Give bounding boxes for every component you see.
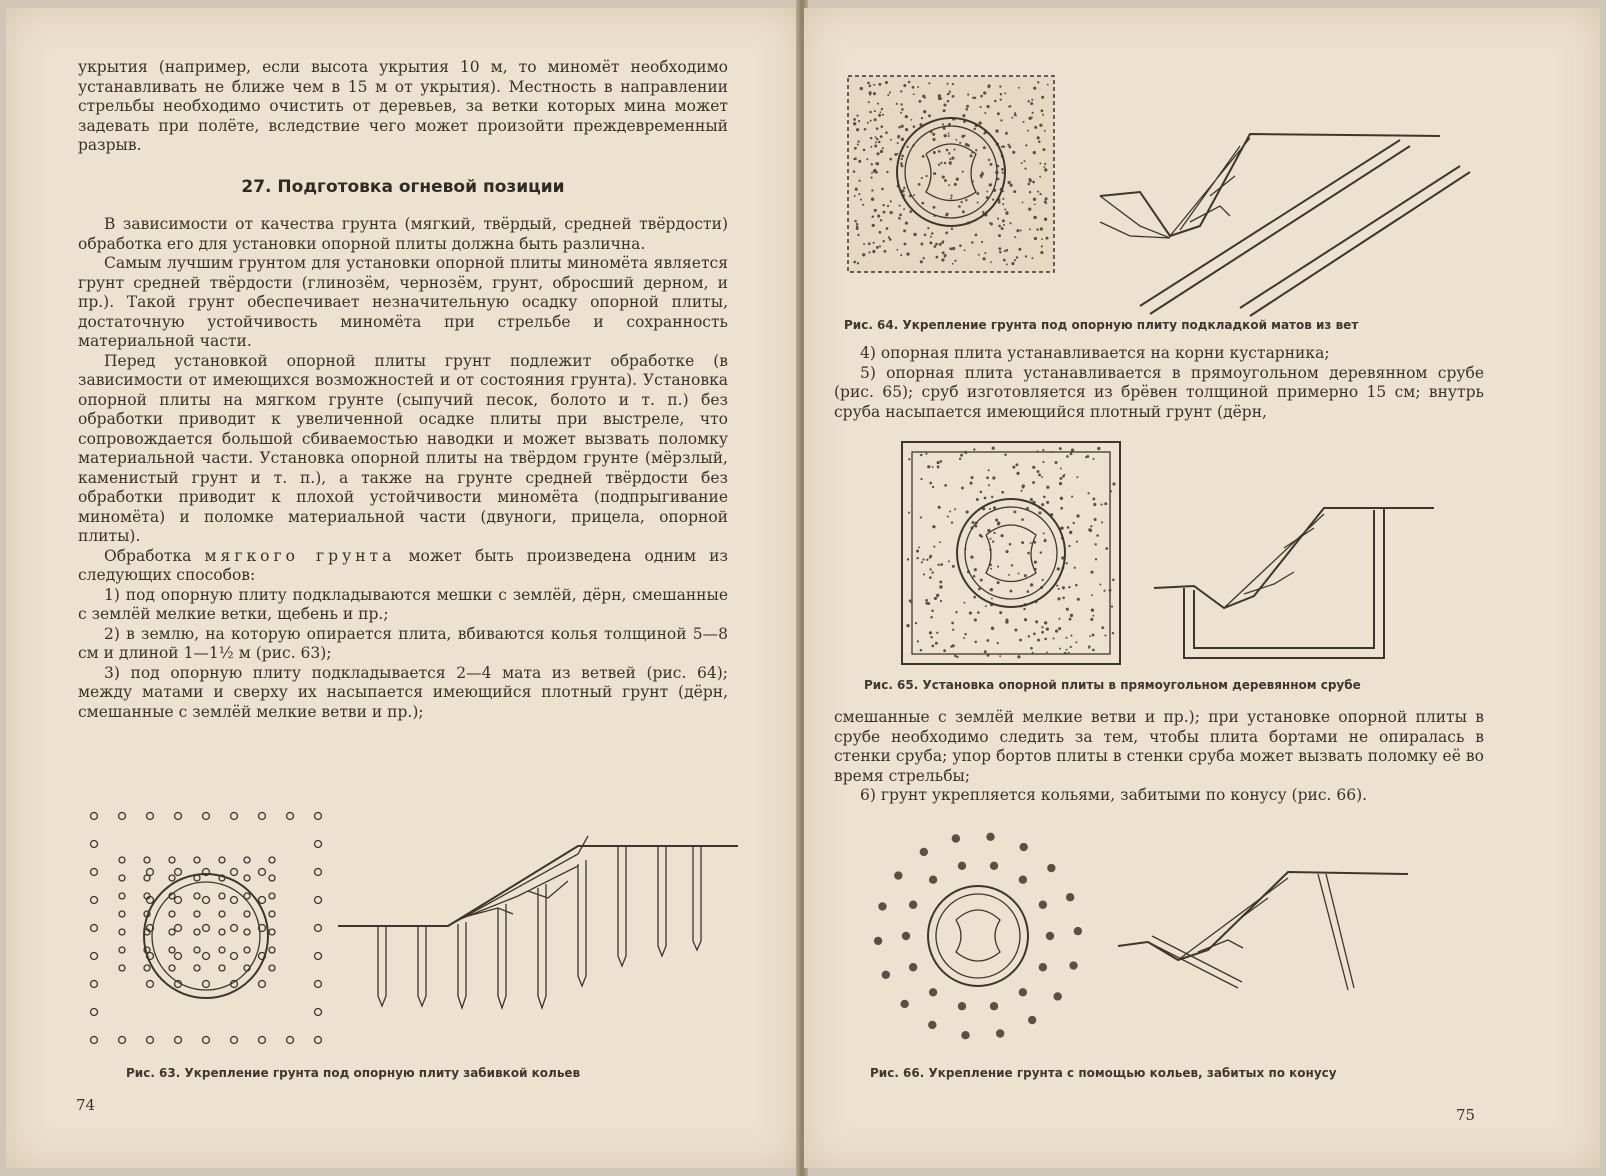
figure-66-caption: Рис. 66. Укрепление грунта с помощью кольев, забитых по конусу: [870, 1066, 1337, 1080]
list-item-2: 2) в землю, на которую опирается плита, вбиваются колья толщиной 5—8 см и длиной 1—1½ м (рис. 63);: [78, 624, 728, 662]
left-page: [6, 8, 798, 1168]
list-item-4: 4) опорная плита устанавливается на корни кустарника;: [860, 344, 1330, 362]
intro-paragraph: укрытия (например, если высота укрытия 10 м, то миномёт необходимо устанавливать не ближе чем в 15 м от укрытия). Местность в направлении стрельбы необходимо очистить от деревьев, за ветки которых мина может задевать при полёте, вследствие чего может произойти преждевременный разрыв.: [78, 58, 728, 154]
paragraph-4-start: Обработка: [104, 546, 192, 565]
figure-63-plan-view: [84, 808, 344, 1058]
right-page-number: 75: [1456, 1106, 1476, 1124]
figure-65-section-view: [1154, 498, 1444, 668]
paragraph-4-spaced: мягкого грунта: [204, 546, 396, 565]
continuation-paragraph: смешанные с землёй мелкие ветви и пр.); при установке опорной плиты в срубе необходимо следить за тем, чтобы плита бортами не опиралась в стенки сруба; упор бортов плиты в стенки сруба может вызвать поломку её во время стрельбы;: [834, 708, 1484, 785]
right-text-middle: [834, 344, 1484, 422]
figure-64-caption: Рис. 64. Укрепление грунта под опорную плиту подкладкой матов из вет: [844, 318, 1359, 332]
list-item-3: 3) под опорную плиту подкладывается 2—4 мата из ветвей (рис. 64); между матами и сверху их насыпается имеющийся плотный грунт (дёрн, смешанные с землёй мелкие ветви и пр.);: [78, 663, 728, 721]
paragraph-2: Самым лучшим грунтом для установки опорной плиты миномёта является грунт средней твёрдости (глинозём, чернозём, грунт, обросший дерном, и пр.). Такой грунт обеспечивает незначительную осадку опорной плиты, достаточную устойчивость миномёта при стрельбе и сохранность материальной части.: [78, 254, 728, 350]
paragraph-4: [78, 547, 728, 586]
left-page-number: 74: [76, 1096, 96, 1114]
figure-66-section-view: [1118, 870, 1418, 1010]
paragraph-3: Перед установкой опорной плиты грунт подлежит обработке (в зависимости от имеющихся возможностей и от состояния грунта). Установка опорной плиты на мягком грунте (сыпучий песок, болото и т. п.) без обработки приводит к увеличенной осадке плиты при выстреле, что сопровождается большой сбиваемостью наводки и может вызвать поломку материальной части. Установка опорной плиты на твёрдом грунте (мёрзлый, каменистый грунт и т. п.), а также на грунте средней твёрдости без обработки приводит к плохой устойчивости миномёта (подпрыгивание миномёта) и поломке материальной части (двуноги, прицела, опорной плиты).: [78, 351, 728, 545]
figure-64-section-view: [1100, 126, 1490, 316]
right-text-lower: [834, 708, 1484, 806]
figure-63-section-view: [338, 836, 738, 1026]
list-item-1: 1) под опорную плиту подкладываются мешки с землёй, дёрн, смешанные с землёй мелкие ветки, щебень и пр.;: [78, 585, 728, 623]
right-page: [804, 8, 1600, 1168]
section-heading: 27. Подготовка огневой позиции: [241, 176, 565, 197]
figure-63-caption: Рис. 63. Укрепление грунта под опорную плиту забивкой кольев: [126, 1066, 581, 1080]
list-item-6: 6) грунт укрепляется кольями, забитыми по конусу (рис. 66).: [860, 786, 1368, 804]
figure-65-plan-view: [900, 440, 1122, 666]
figure-65-caption: Рис. 65. Установка опорной плиты в прямоугольном деревянном срубе: [864, 678, 1361, 692]
list-item-5: 5) опорная плита устанавливается в прямоугольном деревянном срубе (рис. 65); сруб изготовляется из брёвен толщиной примерно 15 см; внутрь сруба насыпается имеющийся плотный грунт (дёрн,: [834, 363, 1484, 421]
figure-66-plan-view: [868, 826, 1108, 1066]
paragraph-1: В зависимости от качества грунта (мягкий, твёрдый, средней твёрдости) обработка его для установки опорной плиты должна быть различна.: [78, 215, 728, 253]
paragraph-4-end: может быть произведена одним из следующих способов:: [78, 546, 728, 584]
left-text-top: [78, 58, 728, 722]
figure-64-plan-view: [846, 74, 1058, 274]
